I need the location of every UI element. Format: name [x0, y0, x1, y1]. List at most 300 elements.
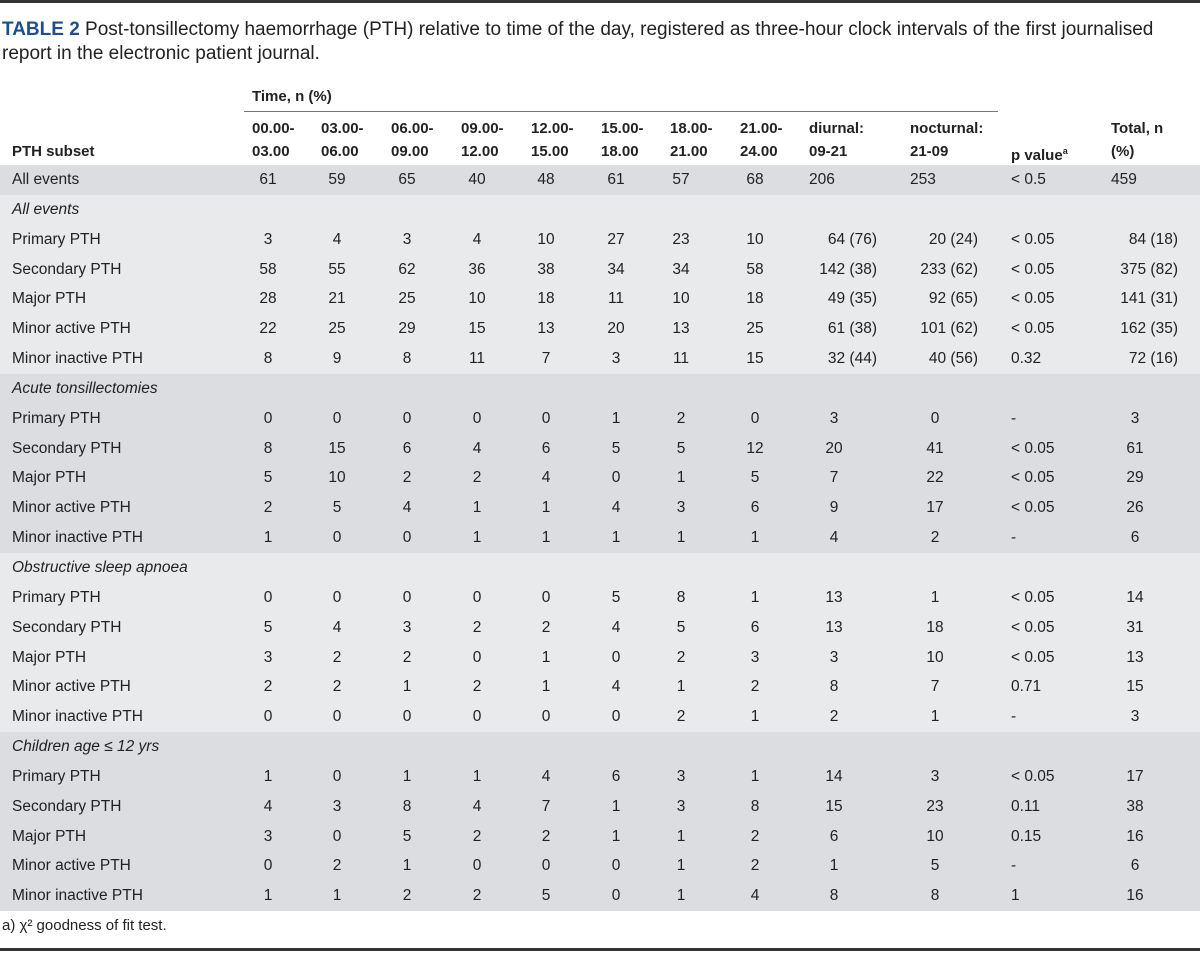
table-cell: 34 [672, 260, 690, 278]
table-cell: - [1011, 708, 1017, 726]
table-cell: 7 [930, 678, 940, 696]
table-cell: 1 [829, 857, 839, 875]
table-cell: 8 [263, 350, 273, 368]
table-cell: 2 [676, 708, 686, 726]
row-label: Secondary PTH [12, 260, 122, 278]
table-cell: 5 [402, 827, 412, 845]
table-cell: 25 [746, 320, 764, 338]
table-cell: 2 [332, 857, 342, 875]
table-cell: 2 [263, 499, 273, 517]
table-cell: 1 [402, 678, 412, 696]
table-cell: 3 [829, 409, 839, 427]
table-cell: < 0.05 [1011, 230, 1055, 248]
table-cell: 7 [541, 350, 551, 368]
table-cell: 8 [402, 797, 412, 815]
table-cell: 3 [676, 797, 686, 815]
total-header [1111, 117, 1163, 163]
table-cell: 0 [332, 588, 342, 606]
table-cell: 5 [263, 618, 273, 636]
table-cell: 2 [676, 409, 686, 427]
table-cell: < 0.05 [1011, 469, 1055, 487]
table-cell: 14 [1126, 588, 1144, 606]
table-cell: 34 [607, 260, 625, 278]
table-cell: 2 [750, 678, 760, 696]
table-cell: 13 [1126, 648, 1144, 666]
table-cell: 38 [1126, 797, 1144, 815]
table-cell: 1 [263, 887, 273, 905]
table-cell: 2 [472, 678, 482, 696]
table-cell: 57 [672, 171, 690, 188]
table-cell: 1 [541, 499, 551, 517]
table-cell: 1 [676, 469, 686, 487]
column-header-line1: 18.00- [670, 120, 713, 137]
row-label: All events [12, 171, 80, 188]
table-cell: 0.11 [1011, 797, 1041, 815]
row-label: Minor active PTH [12, 857, 131, 875]
table-row [0, 434, 1200, 464]
table-cell: 10 [746, 230, 764, 248]
time-group-rule [244, 111, 998, 112]
column-header-line2: 24.00 [740, 143, 778, 160]
table-footnote: a) χ² goodness of fit test. [2, 917, 167, 934]
table-cell: 13 [825, 618, 843, 636]
pvalue-header [1011, 140, 1068, 167]
table-cell: 1 [930, 708, 940, 726]
table-cell: 3 [676, 499, 686, 517]
table-cell: 1 [332, 887, 342, 905]
table-cell: 0 [611, 887, 621, 905]
time-column-header [461, 117, 504, 163]
table-cell: 0 [332, 529, 342, 547]
table-row [0, 881, 1200, 911]
table-cell: 10 [328, 469, 346, 487]
table-cell: 29 [1126, 469, 1144, 487]
table-cell: 5 [750, 469, 760, 487]
table-cell: 9 [332, 350, 342, 368]
table-cell: 22 [259, 320, 277, 338]
table-cell: 2 [332, 678, 342, 696]
table-cell: 16 [1126, 887, 1144, 905]
column-header-line1: 12.00- [531, 120, 574, 137]
table-cell: 2 [750, 827, 760, 845]
column-header-line2: 21-09 [910, 143, 949, 160]
table-cell: 65 [398, 171, 416, 188]
table-cell: 1 [611, 409, 621, 427]
time-group-header: Time, n (%) [252, 88, 332, 105]
table-cell: 0 [541, 409, 551, 427]
column-header-line2: 15.00 [531, 143, 569, 160]
table-cell: 1 [472, 767, 482, 785]
table-cell: - [1011, 409, 1017, 427]
table-cell: 11 [468, 350, 486, 368]
table-cell: 13 [537, 320, 555, 338]
table-cell: 4 [402, 499, 412, 517]
column-header-line1: 06.00- [391, 120, 434, 137]
table-cell: 4 [611, 678, 621, 696]
table-cell: 142 (38) [819, 260, 877, 278]
table-cell: 0 [332, 767, 342, 785]
time-column-header [740, 117, 783, 163]
table-cell: 1 [402, 857, 412, 875]
table-cell: 15 [1126, 678, 1144, 696]
table-cell: 8 [676, 588, 686, 606]
column-header-line2: 21.00 [670, 143, 708, 160]
table-cell: 20 [607, 320, 625, 338]
table-cell: 206 [809, 171, 835, 188]
table-cell: 0 [541, 588, 551, 606]
section-row [0, 553, 1200, 583]
column-header-line1: 21.00- [740, 120, 783, 137]
table-cell: 16 [1126, 827, 1144, 845]
table-cell: 1 [676, 827, 686, 845]
table-cell: 1 [541, 648, 551, 666]
table-cell: - [1011, 529, 1017, 547]
table-cell: 58 [746, 260, 764, 278]
table-cell: < 0.05 [1011, 648, 1055, 666]
table-cell: 61 [607, 171, 625, 188]
row-label: Primary PTH [12, 767, 101, 785]
table-cell: 0 [930, 409, 940, 427]
table-cell: 3 [1130, 708, 1140, 726]
total-header-line1: Total, n [1111, 120, 1164, 137]
column-header-line1: diurnal: [809, 120, 864, 137]
table-cell: 41 [926, 439, 944, 457]
table-cell: 0 [472, 409, 482, 427]
table-cell: 15 [746, 350, 764, 368]
table-cell: 28 [259, 290, 277, 308]
row-label: Minor active PTH [12, 320, 131, 338]
table-cell: 25 [398, 290, 416, 308]
table-cell: 4 [829, 529, 839, 547]
table-cell: 0 [472, 588, 482, 606]
table-cell: 0 [402, 529, 412, 547]
table-cell: 2 [541, 618, 551, 636]
table-cell: 8 [829, 678, 839, 696]
time-column-header [531, 117, 574, 163]
table-cell: 10 [672, 290, 690, 308]
table-row [0, 165, 1200, 195]
table-cell: 20 [825, 439, 843, 457]
row-label: Minor inactive PTH [12, 350, 143, 368]
total-header-line2: (%) [1111, 143, 1135, 160]
row-label: Secondary PTH [12, 439, 122, 457]
table-cell: 1 [1011, 887, 1020, 905]
row-label: Minor active PTH [12, 678, 131, 696]
table-row [0, 792, 1200, 822]
table-cell: 4 [472, 230, 482, 248]
column-header-line1: 03.00- [321, 120, 364, 137]
table-row [0, 643, 1200, 673]
table-cell: 48 [537, 171, 555, 188]
table-cell: - [1011, 857, 1017, 875]
table-caption [2, 18, 1192, 66]
table-cell: 40 [468, 171, 486, 188]
table-cell: 2 [676, 648, 686, 666]
table-cell: 1 [472, 529, 482, 547]
table-cell: 5 [930, 857, 940, 875]
table-cell: 68 [746, 171, 764, 188]
table-cell: 1 [750, 708, 760, 726]
table-cell: 22 [926, 469, 944, 487]
table-cell: 0 [332, 708, 342, 726]
table-cell: 4 [611, 499, 621, 517]
table-cell: 8 [829, 887, 839, 905]
table-cell: 6 [541, 439, 551, 457]
row-label: Major PTH [12, 827, 87, 845]
table-cell: 0 [263, 409, 273, 427]
table-cell: 61 (38) [827, 320, 877, 338]
table-row [0, 613, 1200, 643]
table-cell: 0.71 [1011, 678, 1042, 696]
table-cell: 3 [332, 797, 342, 815]
table-cell: 3 [930, 767, 940, 785]
table-cell: < 0.05 [1011, 767, 1055, 785]
table-cell: 3 [402, 618, 412, 636]
table-cell: 84 (18) [1128, 230, 1178, 248]
table-cell: 18 [537, 290, 555, 308]
table-cell: 8 [930, 887, 940, 905]
table-cell: 0 [332, 409, 342, 427]
row-label: Major PTH [12, 469, 87, 487]
row-label: Secondary PTH [12, 797, 122, 815]
row-label: Primary PTH [12, 409, 101, 427]
table-cell: 0 [263, 588, 273, 606]
table-cell: 7 [541, 797, 551, 815]
table-cell: 49 (35) [827, 290, 877, 308]
table-cell: 23 [926, 797, 944, 815]
table-cell: 11 [672, 350, 690, 368]
table-cell: 375 (82) [1120, 260, 1178, 278]
row-label: Major PTH [12, 648, 87, 666]
table-cell: 0 [541, 708, 551, 726]
table-cell: 6 [402, 439, 412, 457]
table-cell: 0 [402, 409, 412, 427]
table-cell: 92 (65) [928, 290, 978, 308]
time-column-header [321, 117, 364, 163]
table-cell: 15 [328, 439, 346, 457]
section-row [0, 195, 1200, 225]
table-cell: 0 [263, 857, 273, 875]
table-cell: 0 [402, 588, 412, 606]
table-cell: 59 [328, 171, 346, 188]
table-cell: 72 (16) [1128, 350, 1178, 368]
table-cell: 6 [1130, 857, 1140, 875]
table-cell: 21 [328, 290, 346, 308]
table-cell: 38 [537, 260, 555, 278]
time-column-header [910, 117, 983, 163]
table-cell: 101 (62) [920, 320, 978, 338]
pvalue-label: p value [1011, 147, 1063, 164]
table-cell: 0 [541, 857, 551, 875]
table-cell: 6 [750, 499, 760, 517]
table-cell: 2 [472, 827, 482, 845]
table-cell: 4 [541, 469, 551, 487]
column-header-line1: 09.00- [461, 120, 504, 137]
table-cell: 12 [746, 439, 764, 457]
table-cell: 64 (76) [827, 230, 877, 248]
table-cell: 5 [263, 469, 273, 487]
row-label: Minor active PTH [12, 499, 131, 517]
row-label: Primary PTH [12, 588, 101, 606]
table-cell: 0 [263, 708, 273, 726]
table-cell: 31 [1126, 618, 1144, 636]
table-cell: 4 [472, 439, 482, 457]
table-cell: 1 [611, 827, 621, 845]
table-cell: 1 [930, 588, 940, 606]
table-cell: 0 [472, 708, 482, 726]
table-cell: 4 [263, 797, 273, 815]
table-cell: < 0.05 [1011, 290, 1055, 308]
table-cell: 62 [398, 260, 416, 278]
table-cell: 36 [468, 260, 486, 278]
table-cell: 32 (44) [827, 350, 877, 368]
table-cell: 5 [611, 588, 621, 606]
table-cell: 2 [750, 857, 760, 875]
time-column-header [809, 117, 864, 163]
table-cell: 0 [402, 708, 412, 726]
table-cell: 23 [672, 230, 690, 248]
column-header-line2: 09.00 [391, 143, 429, 160]
table-cell: 7 [829, 469, 839, 487]
table-cell: 0 [472, 857, 482, 875]
table-cell: 17 [926, 499, 944, 517]
table-cell: 55 [328, 260, 346, 278]
table-row [0, 404, 1200, 434]
table-cell: 17 [1126, 767, 1144, 785]
table-cell: 61 [259, 171, 277, 188]
table-cell: 18 [746, 290, 764, 308]
table-cell: 10 [468, 290, 486, 308]
column-header-line1: 00.00- [252, 120, 295, 137]
table-row [0, 284, 1200, 314]
table-cell: 15 [468, 320, 486, 338]
table-cell: < 0.05 [1011, 618, 1055, 636]
row-label: Minor inactive PTH [12, 529, 143, 547]
table-cell: 0.15 [1011, 827, 1042, 845]
table-cell: < 0.05 [1011, 439, 1055, 457]
table-cell: < 0.5 [1011, 171, 1046, 188]
section-label: Children age ≤ 12 yrs [12, 738, 160, 756]
pth-subset-header: PTH subset [12, 143, 95, 160]
row-label: Minor inactive PTH [12, 708, 143, 726]
table-cell: 1 [676, 529, 686, 547]
table-cell: 0 [611, 648, 621, 666]
table-cell: 8 [750, 797, 760, 815]
table-row [0, 225, 1200, 255]
table-cell: 162 (35) [1120, 320, 1178, 338]
table-cell: 1 [676, 678, 686, 696]
table-cell: 2 [829, 708, 839, 726]
table-cell: 5 [541, 887, 551, 905]
table-row [0, 314, 1200, 344]
table-label: TABLE 2 [2, 19, 80, 40]
pth-table [0, 165, 1200, 911]
time-column-header [670, 117, 713, 163]
table-cell: 2 [402, 887, 412, 905]
table-cell: 5 [611, 439, 621, 457]
table-cell: < 0.05 [1011, 499, 1055, 517]
column-header-line1: nocturnal: [910, 120, 984, 137]
table-cell: 11 [607, 290, 625, 308]
table-cell: 1 [263, 767, 273, 785]
table-cell: 10 [537, 230, 555, 248]
table-cell: 10 [926, 827, 944, 845]
bottom-rule [0, 948, 1200, 951]
table-cell: 4 [750, 887, 760, 905]
table-cell: 4 [332, 618, 342, 636]
table-cell: 3 [402, 230, 412, 248]
table-cell: 4 [541, 767, 551, 785]
table-cell: 0.32 [1011, 350, 1042, 368]
table-cell: 459 [1111, 171, 1137, 188]
table-cell: 1 [472, 499, 482, 517]
table-cell: 3 [676, 767, 686, 785]
table-cell: 0 [332, 827, 342, 845]
table-row [0, 493, 1200, 523]
table-row [0, 851, 1200, 881]
table-cell: 3 [263, 827, 273, 845]
table-cell: 1 [402, 767, 412, 785]
table-cell: 20 (24) [928, 230, 978, 248]
row-label: Minor inactive PTH [12, 887, 143, 905]
table-cell: 18 [926, 618, 944, 636]
table-cell: 0 [750, 409, 760, 427]
section-label: All events [12, 200, 80, 218]
section-row [0, 374, 1200, 404]
table-cell: 1 [750, 767, 760, 785]
table-cell: 1 [750, 529, 760, 547]
table-cell: 1 [676, 857, 686, 875]
table-cell: 5 [676, 439, 686, 457]
column-header-line2: 09-21 [809, 143, 848, 160]
section-row [0, 732, 1200, 762]
table-cell: 233 (62) [920, 260, 978, 278]
table-cell: 3 [611, 350, 621, 368]
table-cell: 141 (31) [1120, 290, 1178, 308]
table-cell: 40 (56) [928, 350, 978, 368]
table-cell: 2 [402, 469, 412, 487]
column-header-line2: 03.00 [252, 143, 290, 160]
table-cell: 1 [611, 797, 621, 815]
table-cell: 2 [472, 469, 482, 487]
table-row [0, 702, 1200, 732]
table-cell: 3 [263, 230, 273, 248]
table-cell: 13 [825, 588, 843, 606]
time-column-header [252, 117, 295, 163]
table-cell: 0 [611, 857, 621, 875]
table-cell: 15 [825, 797, 843, 815]
table-row [0, 523, 1200, 553]
table-cell: 5 [676, 618, 686, 636]
table-cell: 14 [825, 767, 843, 785]
column-header-line2: 18.00 [601, 143, 639, 160]
table-cell: 61 [1126, 439, 1144, 457]
table-cell: 0 [611, 708, 621, 726]
table-cell: 3 [263, 648, 273, 666]
table-row [0, 583, 1200, 613]
table-cell: 6 [750, 618, 760, 636]
table-cell: 9 [829, 499, 839, 517]
table-cell: 6 [829, 827, 839, 845]
table-cell: 58 [259, 260, 277, 278]
row-label: Secondary PTH [12, 618, 122, 636]
table-cell: 6 [611, 767, 621, 785]
table-cell: 0 [472, 648, 482, 666]
pvalue-footnote-mark: a [1062, 146, 1068, 156]
table-cell: < 0.05 [1011, 320, 1055, 338]
section-label: Acute tonsillectomies [12, 379, 158, 397]
table-row [0, 672, 1200, 702]
